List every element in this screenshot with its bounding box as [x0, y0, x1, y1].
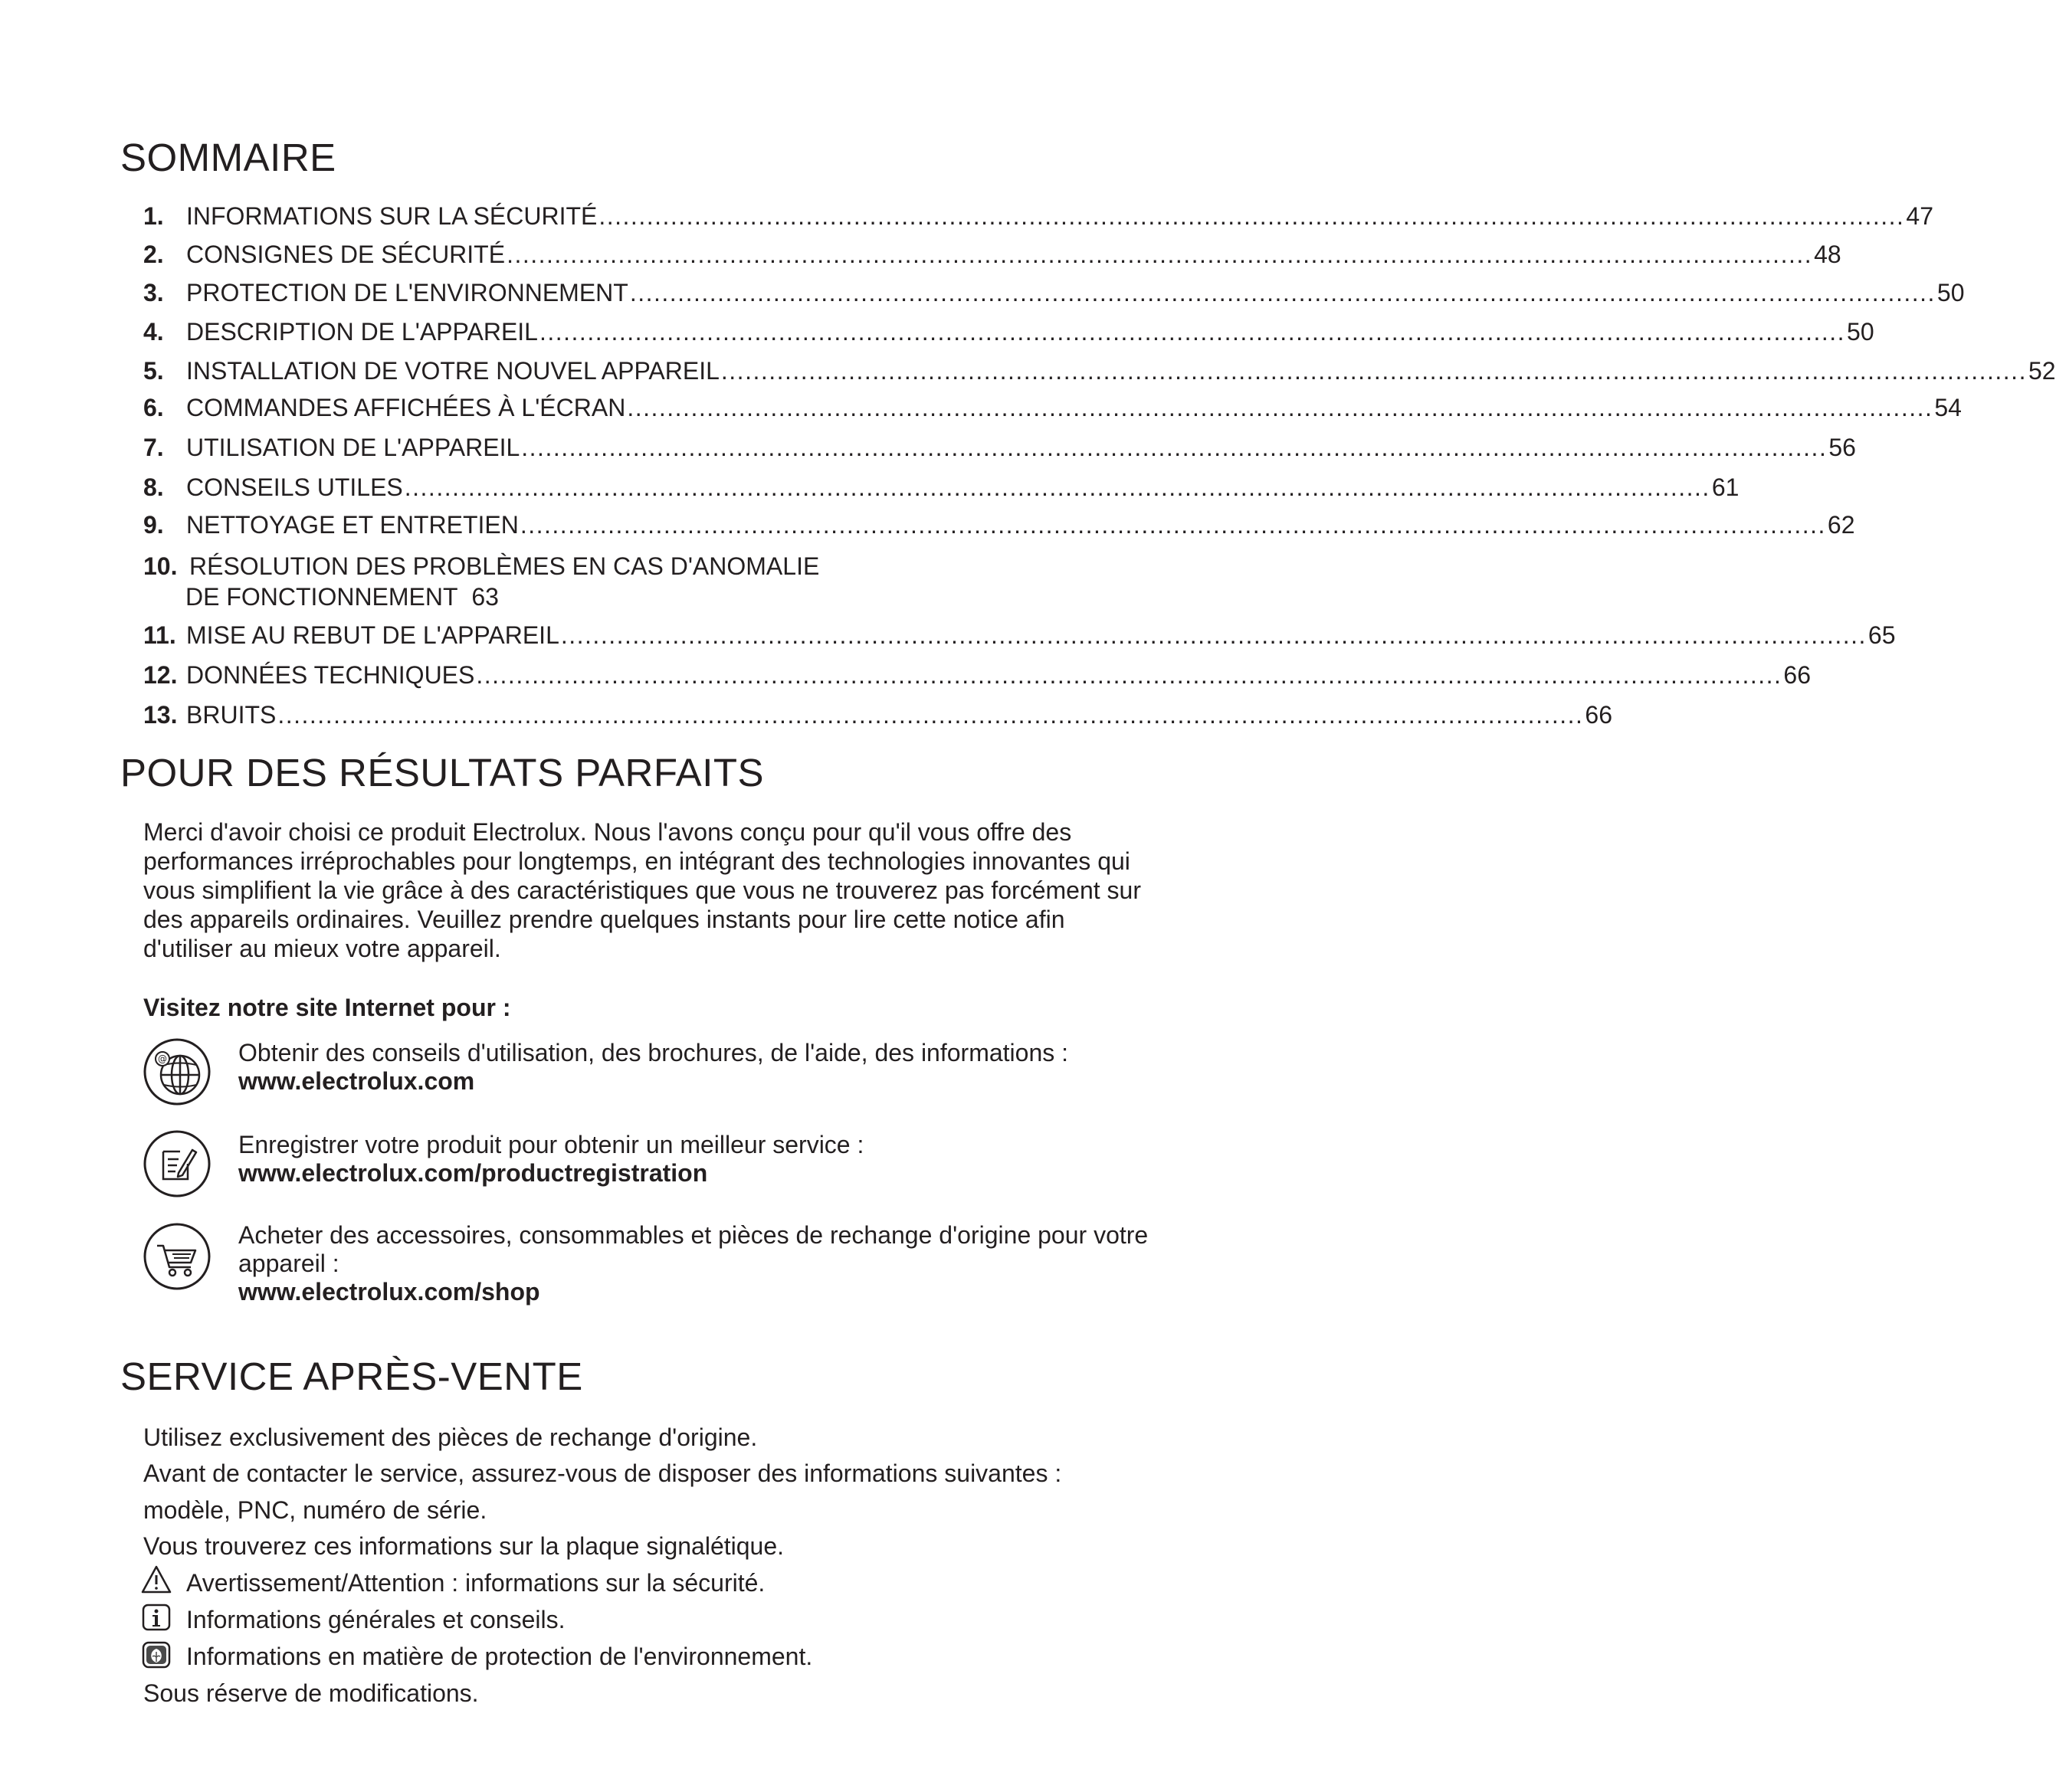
toc-page: 52: [2028, 357, 2056, 385]
visit-link[interactable]: www.electrolux.com: [238, 1067, 475, 1095]
service-line: Vous trouverez ces informations sur la plaque signalétique.: [143, 1532, 785, 1560]
toc-number: 4.: [143, 318, 164, 346]
visit-description: Enregistrer votre produit pour obtenir un meilleur service :: [238, 1131, 864, 1158]
toc-page: 66: [1585, 701, 1612, 729]
globe-icon: [142, 1037, 212, 1107]
toc-entry[interactable]: [143, 620, 1896, 650]
toc-number: 11.: [143, 621, 176, 649]
toc-page: 50: [1847, 318, 1874, 346]
toc-title: INFORMATIONS SUR LA SÉCURITÉ: [186, 202, 598, 230]
toc-entry[interactable]: [143, 277, 1965, 308]
footer-note: Sous réserve de modifications.: [143, 1679, 479, 1707]
intro-paragraph: Merci d'avoir choisi ce produit Electrolux. Nous l'avons conçu pour qu'il vous offre des performances irréprochables pour longtemps, en intégrant des technologies innovantes qui vous simplifient la vie grâce à des caractéristiques que vous ne trouverez pas forcément sur des appareils ordinaires. Veuillez prendre quelques instants pour lire cette notice afin d'utiliser au mieux votre appareil.: [143, 818, 1141, 962]
info-icon: [140, 1602, 172, 1634]
registration-icon: [142, 1129, 212, 1199]
service-line: Utilisez exclusivement des pièces de rechange d'origine.: [143, 1423, 758, 1451]
visit-description: Acheter des accessoires, consommables et pièces de rechange d'origine pour votre appareil :: [238, 1221, 1149, 1277]
toc-entry[interactable]: [143, 509, 1855, 540]
toc-page: 66: [1783, 661, 1812, 689]
toc-page: 65: [1867, 621, 1896, 649]
toc-entry[interactable]: [143, 472, 1740, 503]
visit-link[interactable]: www.electrolux.com/productregistration: [238, 1159, 708, 1187]
environment-icon: [140, 1640, 172, 1672]
visit-description: Obtenir des conseils d'utilisation, des brochures, de l'aide, des informations :: [238, 1039, 1069, 1066]
service-line: modèle, PNC, numéro de série.: [143, 1496, 487, 1524]
toc-number: 7.: [143, 434, 164, 461]
service-line: Avant de contacter le service, assurez-vous de disposer des informations suivantes :: [143, 1459, 1062, 1487]
toc-number: 5.: [143, 357, 164, 385]
toc-title: CONSEILS UTILES: [186, 473, 403, 501]
toc-entry[interactable]: [143, 239, 1841, 270]
toc-entry[interactable]: [143, 432, 1856, 463]
toc-title: DESCRIPTION DE L'APPAREIL: [186, 318, 538, 346]
toc-title-continued: DE FONCTIONNEMENT: [185, 583, 458, 611]
toc-number: 9.: [143, 511, 164, 539]
visit-link[interactable]: www.electrolux.com/shop: [238, 1278, 540, 1306]
toc-page: 63: [471, 583, 499, 611]
toc-title: PROTECTION DE L'ENVIRONNEMENT: [186, 279, 628, 306]
toc-leader: ....................................................................................................................................................................: [507, 241, 1813, 268]
toc-title: COMMANDES AFFICHÉES À L'ÉCRAN: [186, 394, 626, 421]
toc-entry[interactable]: [143, 699, 1612, 730]
toc-entry[interactable]: [143, 660, 1812, 690]
visit-item: [238, 1221, 1158, 1306]
toc-title: DONNÉES TECHNIQUES: [186, 661, 475, 689]
toc-leader: ....................................................................................................................................................................: [539, 318, 1846, 346]
toc-leader: ....................................................................................................................................................................: [520, 511, 1826, 539]
toc-page: 47: [1906, 202, 1934, 230]
toc-page: 62: [1827, 511, 1855, 539]
toc-number: 2.: [143, 241, 164, 268]
toc-entry[interactable]: [143, 316, 1874, 347]
toc-title: INSTALLATION DE VOTRE NOUVEL APPAREIL: [186, 357, 720, 385]
toc-number: 8.: [143, 473, 164, 501]
toc-leader: ....................................................................................................................................................................: [404, 473, 1710, 501]
visit-item: [238, 1039, 1158, 1096]
toc-leader: ....................................................................................................................................................................: [476, 661, 1782, 689]
toc-number: 6.: [143, 394, 164, 421]
toc-number: 10.: [143, 552, 178, 580]
toc-entry[interactable]: [143, 201, 1934, 231]
visit-item: [238, 1131, 1158, 1188]
toc-number: 3.: [143, 279, 164, 306]
toc-entry[interactable]: [143, 551, 1094, 612]
shopping-cart-icon: [142, 1221, 212, 1292]
visit-heading: Visitez notre site Internet pour :: [143, 994, 511, 1021]
legend-info-text: Informations générales et conseils.: [186, 1606, 566, 1633]
toc-leader: ....................................................................................................................................................................: [277, 701, 1584, 729]
svg-text:@: @: [158, 1053, 167, 1064]
toc-leader: ....................................................................................................................................................................: [560, 621, 1867, 649]
toc-page: 50: [1936, 279, 1965, 306]
toc-leader: ....................................................................................................................................................................: [521, 434, 1828, 461]
toc-title: NETTOYAGE ET ENTRETIEN: [186, 511, 519, 539]
toc-leader: ....................................................................................................................................................................: [627, 394, 1933, 421]
toc-page: 56: [1828, 434, 1856, 461]
toc-page: 61: [1711, 473, 1740, 501]
toc-title: UTILISATION DE L'APPAREIL: [186, 434, 520, 461]
toc-page: 48: [1814, 241, 1841, 268]
toc-leader: ....................................................................................................................................................................: [629, 279, 1936, 306]
legend-environment-text: Informations en matière de protection de l'environnement.: [186, 1643, 813, 1670]
toc-title: MISE AU REBUT DE L'APPAREIL: [186, 621, 559, 649]
toc-title: BRUITS: [186, 701, 277, 729]
toc-number: 12.: [143, 661, 178, 689]
toc-entry[interactable]: [143, 392, 1962, 423]
legend-warning-text: Avertissement/Attention : informations sur la sécurité.: [186, 1569, 766, 1597]
toc-number: 13.: [143, 701, 178, 729]
toc-leader: ....................................................................................................................................................................: [720, 357, 2027, 385]
toc-title: RÉSOLUTION DES PROBLÈMES EN CAS D'ANOMALIE: [189, 552, 820, 580]
warning-icon: [140, 1564, 172, 1596]
toc-entry[interactable]: [143, 355, 2056, 386]
toc-page: 54: [1934, 394, 1962, 421]
toc-title: CONSIGNES DE SÉCURITÉ: [186, 241, 506, 268]
results-heading: POUR DES RÉSULTATS PARFAITS: [120, 751, 765, 794]
sommaire-heading: SOMMAIRE: [120, 136, 336, 179]
service-heading: SERVICE APRÈS-VENTE: [120, 1355, 583, 1398]
toc-leader: ....................................................................................................................................................................: [598, 202, 1905, 230]
toc-number: 1.: [143, 202, 164, 230]
